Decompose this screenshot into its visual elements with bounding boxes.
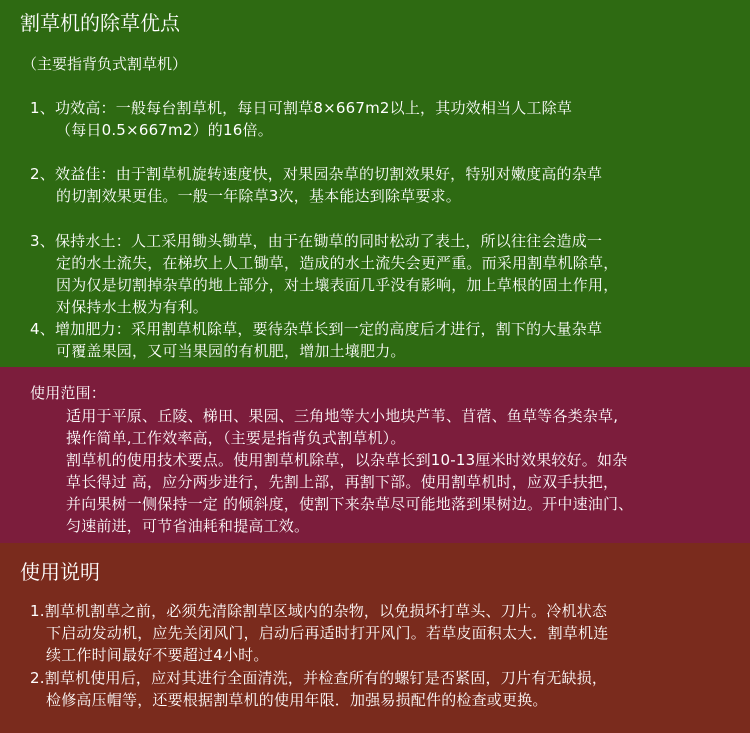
- point-3-line-4: 对保持水土极为有利。: [56, 298, 209, 316]
- instruction-1-line-1: 1.割草机割草之前，必须先清除割草区域内的杂物，以免损坏打草头、刀片。冷机状态: [30, 602, 608, 620]
- advantages-subtitle: （主要指背负式割草机）: [22, 55, 188, 73]
- usage-scope-line-3: 割草机的使用技术要点。使用割草机除草，以杂草长到10-13厘米时效果较好。如杂: [66, 451, 628, 469]
- point-4-line-1: 4、增加肥力：采用割草机除草，要待杂草长到一定的高度后才进行，割下的大量杂草: [30, 320, 603, 338]
- usage-scope-heading: 使用范围：: [30, 384, 107, 402]
- instructions-title: 使用说明: [20, 560, 100, 584]
- instructions-section: [0, 543, 750, 733]
- usage-scope-line-4: 草长得过 高，应分两步进行，先割上部，再割下部。使用割草机时，应双手扶把，: [66, 473, 619, 491]
- instruction-2-line-2: 检修高压帽等，还要根据割草机的使用年限．加强易损配件的检查或更换。: [46, 691, 548, 709]
- point-1-line-2: （每日0.5×667m2）的16倍。: [56, 121, 273, 139]
- instruction-1-line-3: 续工作时间最好不要超过4小时。: [46, 646, 269, 664]
- usage-scope-line-1: 适用于平原、丘陵、梯田、果园、三角地等大小地块芦苇、苜蓿、鱼草等各类杂草,: [66, 407, 619, 425]
- point-1-line-1: 1、功效高：一般每台割草机，每日可割草8×667m2以上，其功效相当人工除草: [30, 99, 573, 117]
- point-2-line-2: 的切割效果更佳。一般一年除草3次，基本能达到除草要求。: [56, 187, 461, 205]
- usage-scope-line-6: 匀速前进，可节省油耗和提高工效。: [66, 517, 310, 535]
- usage-scope-section: [0, 367, 750, 543]
- point-4-line-2: 可覆盖果园，又可当果园的有机肥，增加土壤肥力。: [56, 342, 406, 360]
- usage-scope-line-2: 操作简单,工作效率高，（主要是指背负式割草机）。: [66, 429, 406, 447]
- usage-scope-line-5: 并向果树一侧保持一定 的倾斜度，使割下来杂草尽可能地落到果树边。开中速油门、: [66, 495, 634, 513]
- instruction-2-line-1: 2.割草机使用后，应对其进行全面清洗，并检查所有的螺钉是否紧固，刀片有无缺损，: [30, 669, 608, 687]
- point-3-line-2: 定的水土流失，在梯坎上人工锄草，造成的水土流失会更严重。而采用割草机除草，: [56, 254, 619, 272]
- point-2-line-1: 2、效益佳：由于割草机旋转速度快，对果园杂草的切割效果好，特别对嫩度高的杂草: [30, 165, 603, 183]
- advantages-title: 割草机的除草优点: [20, 11, 180, 35]
- instruction-1-line-2: 下启动发动机，应先关闭风门，启动后再适时打开风门。若草皮面积太大．割草机连: [46, 624, 609, 642]
- point-3-line-1: 3、保持水土：人工采用锄头锄草，由于在锄草的同时松动了表土，所以往往会造成一: [30, 232, 603, 250]
- point-3-line-3: 因为仅是切割掉杂草的地上部分，对土壤表面几乎没有影响，加上草根的固土作用，: [56, 276, 619, 294]
